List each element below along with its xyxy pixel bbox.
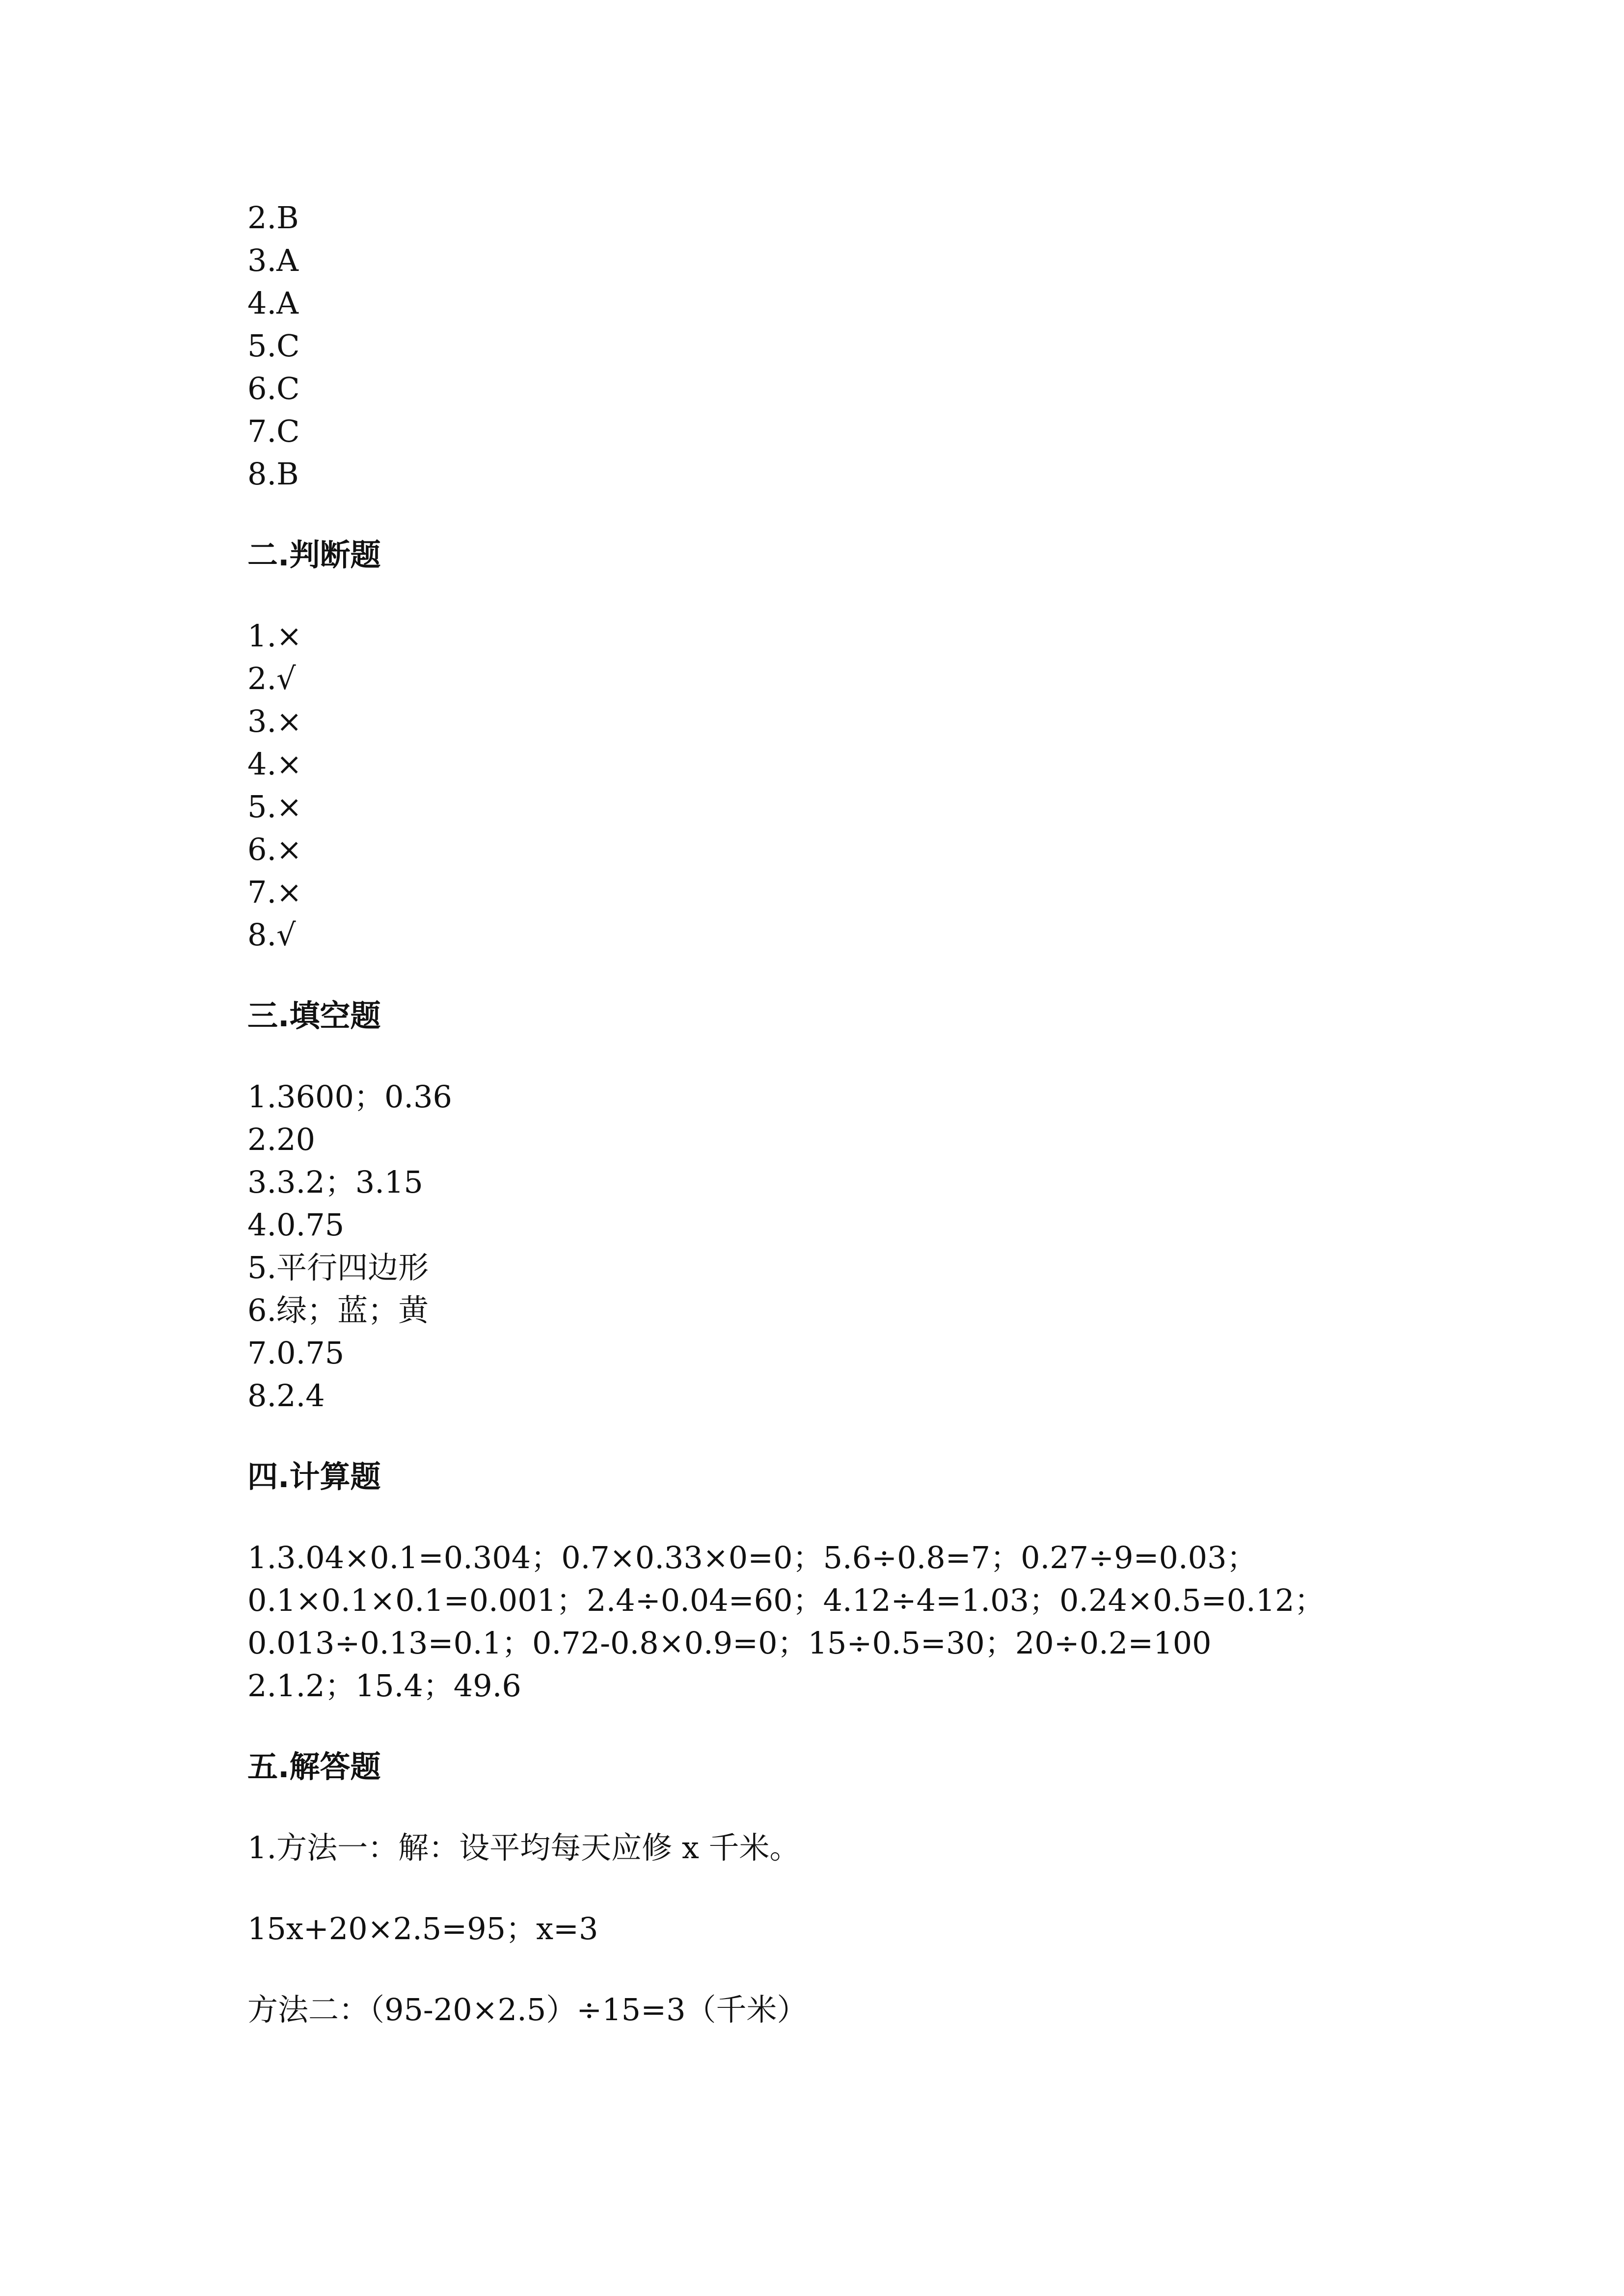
answer-line: 2.20 <box>247 1121 316 1157</box>
answer-line: 8.B <box>247 456 299 492</box>
answer-line: 3.A <box>247 242 298 278</box>
answer-line: 4.A <box>247 285 298 321</box>
answer-line: 2.1.2；15.4；49.6 <box>247 1668 521 1704</box>
answer-line: 5.平行四边形 <box>247 1250 429 1285</box>
answer-line: 2.B <box>247 200 299 236</box>
answer-line: 3.3.2；3.15 <box>247 1164 423 1200</box>
section-heading: 四.计算题 <box>247 1459 381 1495</box>
answer-line: 6.C <box>247 371 300 406</box>
answer-line: 7.C <box>247 413 300 449</box>
answer-line: 2.√ <box>247 661 296 696</box>
answer-line: 1.3.04×0.1=0.304；0.7×0.33×0=0；5.6÷0.8=7；0.27÷9=0.03； <box>247 1540 1257 1575</box>
answer-line: 6.× <box>247 831 302 867</box>
section-true-false <box>247 534 1377 956</box>
section-heading: 二.判断题 <box>247 537 381 573</box>
section-choice-answers <box>247 196 1377 495</box>
answer-page <box>247 196 1377 2069</box>
solution-line: 方法二：（95-20×2.5）÷15=3（千米） <box>247 1992 808 2028</box>
answer-line: 5.× <box>247 789 302 825</box>
section-calculation <box>247 1455 1377 1707</box>
answer-line: 1.3600；0.36 <box>247 1079 452 1115</box>
section-word-problems <box>247 1745 1377 2031</box>
answer-line: 8.√ <box>247 917 296 953</box>
section-heading: 五.解答题 <box>247 1749 381 1785</box>
solution-line: 1.方法一：解：设平均每天应修 x 千米。 <box>247 1830 800 1866</box>
answer-line: 8.2.4 <box>247 1378 325 1414</box>
answer-line: 1.× <box>247 618 302 654</box>
answer-line: 7.0.75 <box>247 1335 345 1371</box>
answer-line: 0.1×0.1×0.1=0.001；2.4÷0.04=60；4.12÷4=1.03；0.24×0.5=0.12； <box>247 1582 1325 1618</box>
answer-line: 0.013÷0.13=0.1；0.72-0.8×0.9=0；15÷0.5=30；20÷0.2=100 <box>247 1625 1212 1661</box>
answer-line: 4.× <box>247 746 302 782</box>
answer-line: 7.× <box>247 874 302 910</box>
section-fill-blank <box>247 994 1377 1417</box>
solution-line: 15x+20×2.5=95；x=3 <box>247 1911 598 1947</box>
answer-line: 5.C <box>247 328 300 364</box>
answer-line: 6.绿；蓝；黄 <box>247 1292 429 1328</box>
answer-line: 4.0.75 <box>247 1207 345 1243</box>
section-heading: 三.填空题 <box>247 998 381 1034</box>
answer-line: 3.× <box>247 703 302 739</box>
